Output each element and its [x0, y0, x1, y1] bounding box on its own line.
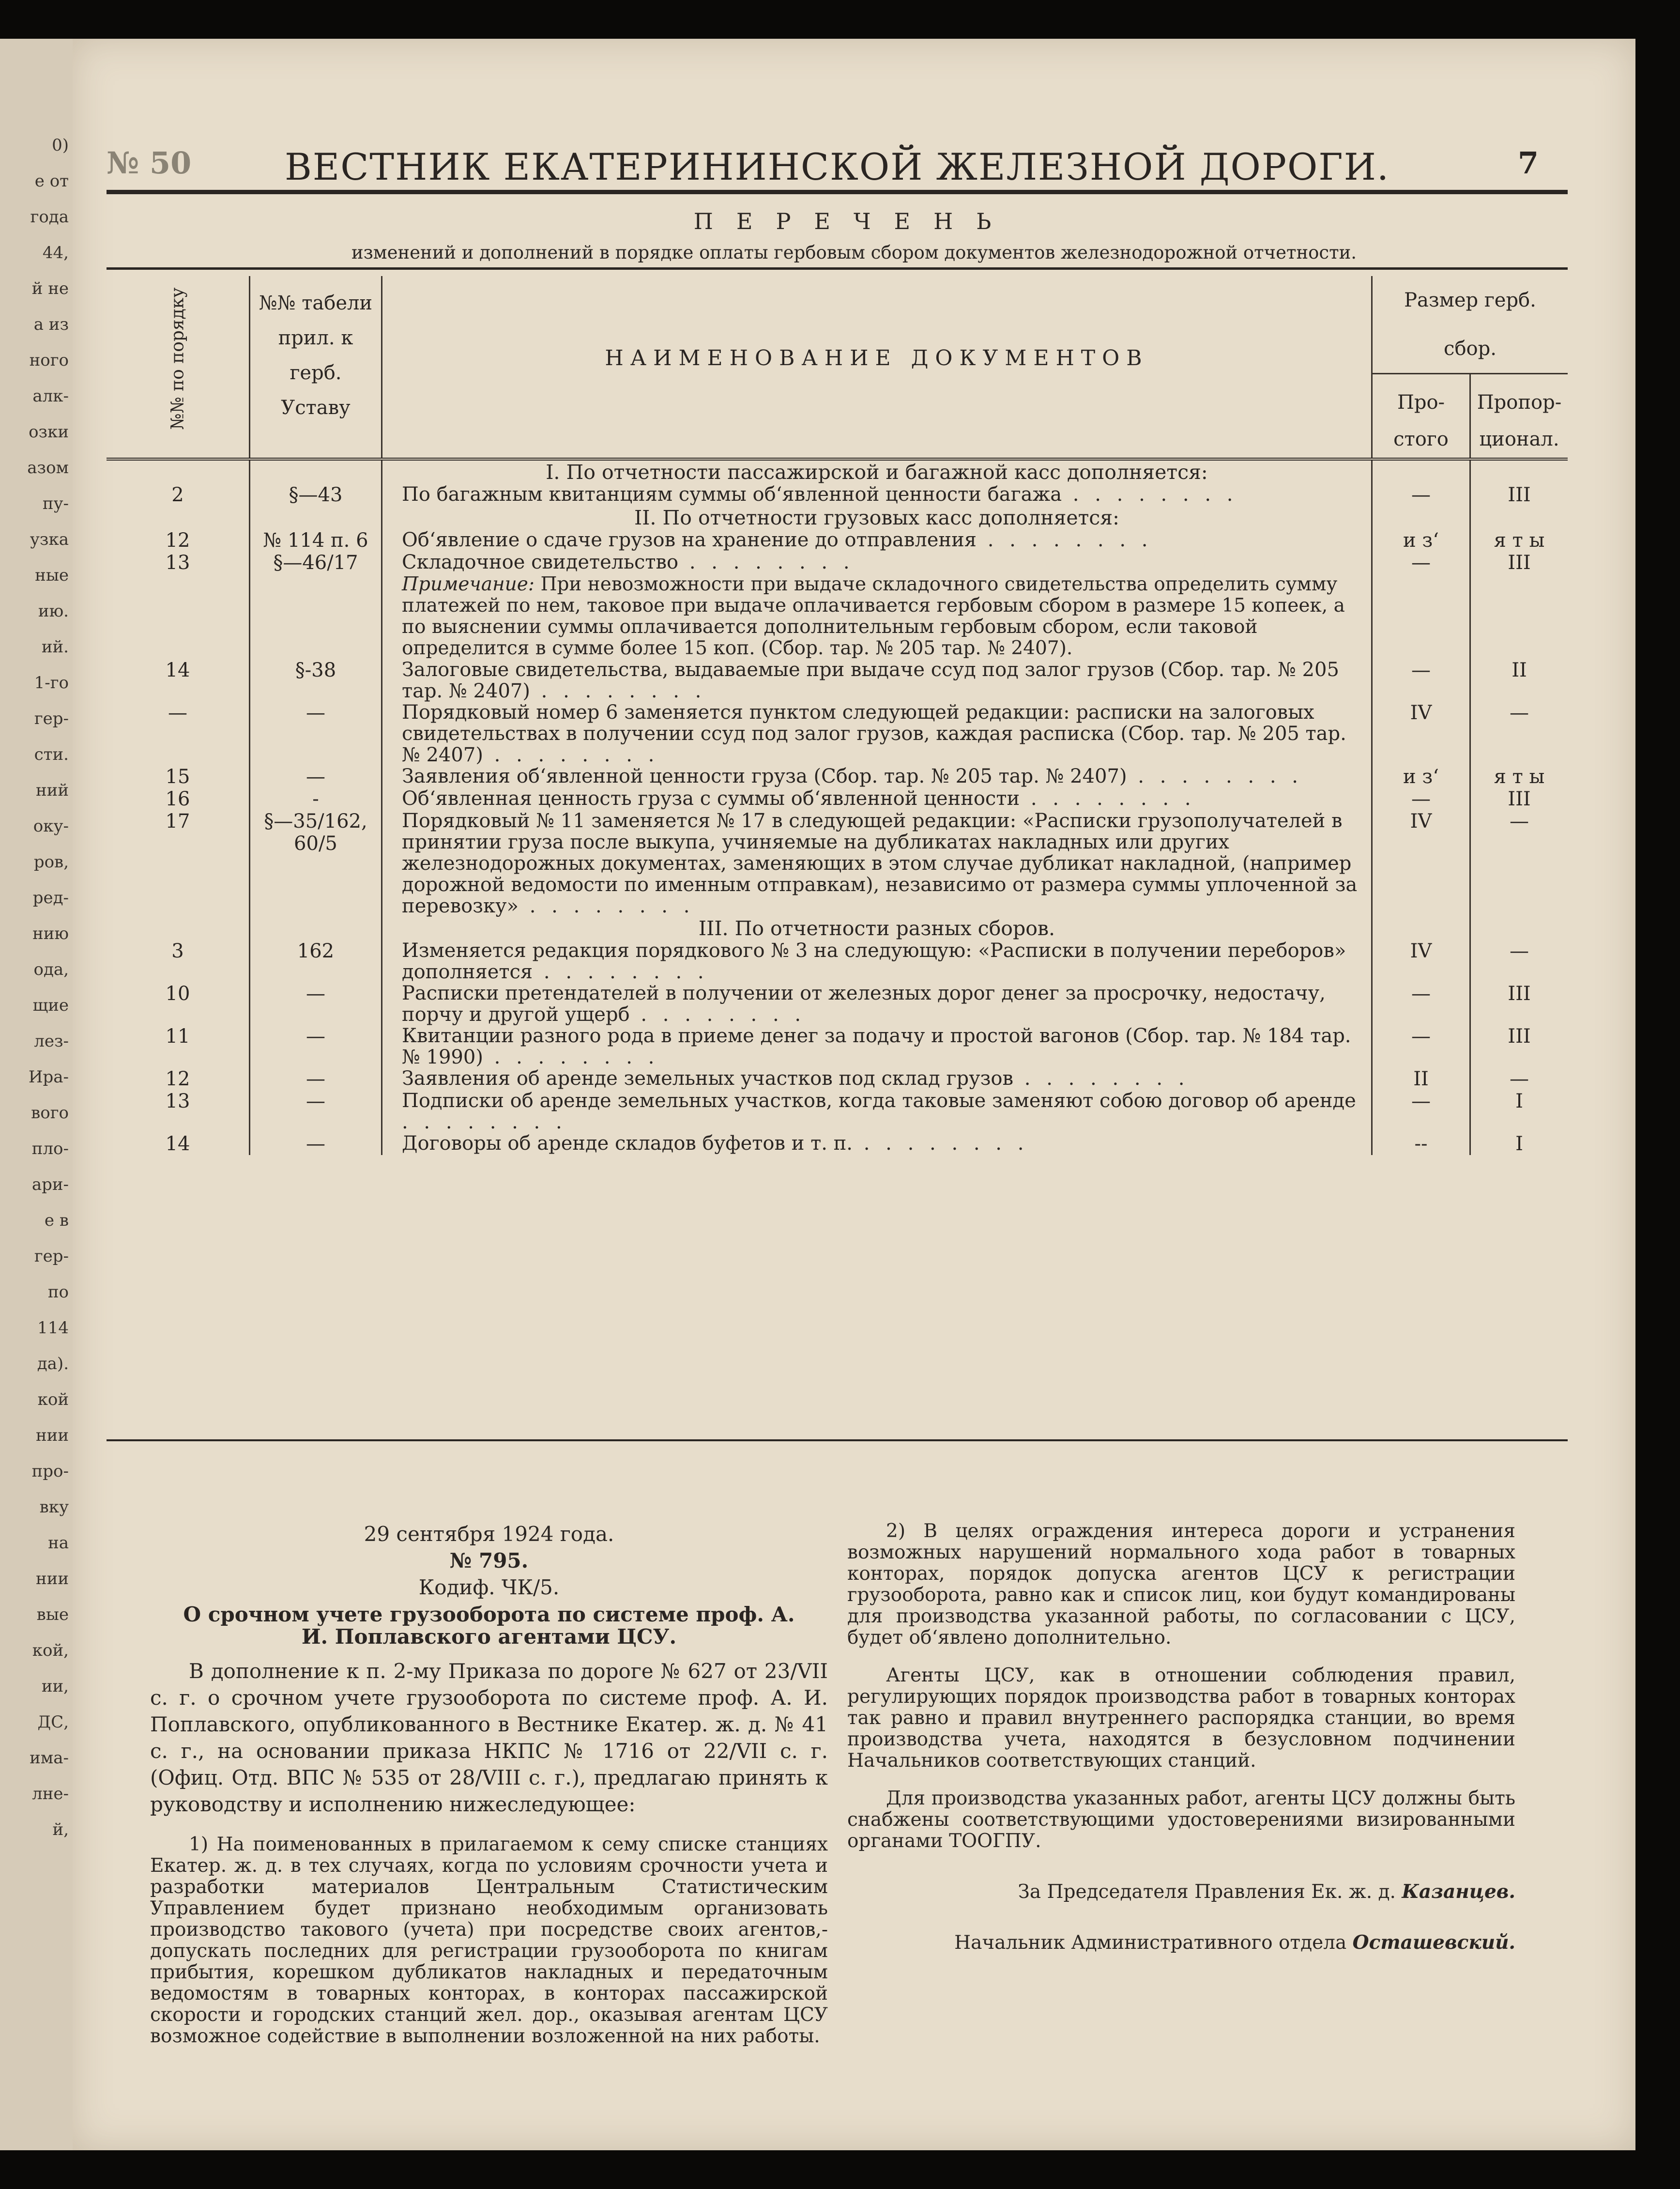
cell-simple: — — [1372, 1025, 1470, 1068]
prev-page-fragment: лне- — [32, 1784, 69, 1804]
prev-page-fragment: по — [47, 1282, 69, 1302]
prev-page-fragment: про- — [31, 1462, 69, 1481]
cell-tab: — — [249, 766, 382, 788]
prev-page-fragment: лез- — [34, 1032, 69, 1051]
cell-name — [382, 702, 1372, 766]
prev-page-fragment: да). — [37, 1354, 69, 1373]
document-name: Об‘явленная ценность груза с суммы об‘явленной ценности — [401, 787, 1020, 810]
cell-tab — [249, 459, 382, 484]
document-name: Залоговые свидетельства, выдаваемые при выдаче ссуд под залог грузов (Сбор. тар. № 205 тар. № 2407) — [401, 659, 1339, 702]
cell-num — [107, 506, 249, 529]
cell-tab: — — [249, 983, 382, 1025]
signature-admin-head: Начальник Административного отдела Осташевский. — [954, 1931, 1515, 1954]
cell-num: 13 — [107, 1090, 249, 1133]
prev-page-fragment: ров, — [33, 852, 69, 872]
cell-prop: — — [1510, 940, 1529, 962]
document-name: Порядковый номер 6 заменяется пунктом следующей редакции: расписки на залоговых свидетельствах в получении ссуд под залог грузов, каждая расписка (Сбор. тар. № 205 тар. № 2407) — [401, 701, 1346, 766]
cell-tab: §—35/162, 60/5 — [249, 810, 382, 917]
prev-page-fragment: озки — [29, 422, 69, 442]
prev-page-fragment: ари- — [31, 1175, 69, 1194]
cell-name — [382, 659, 1372, 702]
prev-page-fragment: 1-го — [34, 673, 69, 693]
leader-dots: . . . . . . . . — [483, 1046, 659, 1068]
cell-tab: §—46/17 — [249, 552, 382, 574]
header-rule — [107, 190, 1568, 194]
col-header-simple: Про- стого — [1372, 374, 1470, 460]
order-paragraph-3: 2) В целях ограждения интереса дороги и устранения возможных нарушений нормального хода работ в товарных конторах, порядок допуска агентов ЦСУ к регистрации грузооборота, равно как и список лиц, кои будут командированы для производства указанной работы, по согласовании с ЦСУ, будет об‘явлено дополнительно. — [847, 1520, 1515, 1649]
col-header-num: №№ по порядку — [107, 276, 249, 459]
table-row — [107, 702, 1568, 766]
prev-page-fragment: ДС, — [37, 1712, 69, 1732]
document-name: Договоры об аренде складов буфетов и т. п. — [401, 1132, 853, 1155]
cell-simple: — — [1372, 983, 1470, 1025]
cell-simple: — — [1372, 552, 1470, 574]
cell-prop: я т ы — [1494, 529, 1545, 552]
cell-simple: -- — [1372, 1133, 1470, 1155]
cell-name — [382, 484, 1372, 506]
section-row — [107, 459, 1568, 484]
section-title: I. По отчетности пассажирской и багажной касс дополняется: — [382, 459, 1372, 484]
order-paragraph-5: Для производства указанных работ, агенты ЦСУ должны быть снабжены соответствующими удостоверениями визированными органами ТООГПУ. — [847, 1788, 1515, 1852]
document-name: Порядковый № 11 заменяется № 17 в следующей редакции: «Расписки грузополучателей в принятии груза после выкупа, учиняемые на дубликатах накладных или других железнодорожных документах, заменяющих в этом случае дубликат накладной, (например дорожной ведомости по именным отправкам), независимо от размера суммы уплоченной за перевозку» — [401, 810, 1358, 917]
cell-prop — [1470, 917, 1568, 940]
cell-tab — [249, 574, 382, 659]
cell-simple: IV — [1372, 940, 1470, 983]
document-page — [73, 39, 1635, 2150]
table-row — [107, 983, 1568, 1025]
cell-simple: II — [1372, 1068, 1470, 1090]
documents-table — [107, 276, 1568, 1155]
note-label: Примечание: — [401, 573, 535, 595]
leader-dots: . . . . . . . . — [533, 961, 709, 983]
cell-prop: — — [1510, 1068, 1529, 1090]
document-name: Заявления об аренде земельных участков под склад грузов — [401, 1067, 1014, 1090]
cell-num: 14 — [107, 659, 249, 702]
prev-page-fragment: на — [48, 1533, 69, 1553]
table-row — [107, 940, 1568, 983]
cell-num: — — [107, 702, 249, 766]
order-title: О срочном учете грузооборота по системе проф. А. И. Поплавского агентами ЦСУ. — [183, 1603, 795, 1649]
cell-prop — [1470, 459, 1568, 484]
cell-num: 15 — [107, 766, 249, 788]
cell-tab: 162 — [249, 940, 382, 983]
cell-name — [382, 766, 1372, 788]
document-name: Заявления об‘явленной ценности груза (Сбор. тар. № 205 тар. № 2407) — [401, 765, 1127, 787]
prev-page-fragment: 0) — [52, 136, 69, 155]
prev-page-fragment: е от — [34, 171, 69, 191]
leader-dots: . . . . . . . . — [1013, 1067, 1190, 1090]
prev-page-fragment: ний — [36, 781, 69, 800]
document-name: Изменяется редакция порядкового № 3 на следующую: «Расписки в получении переборов» дополняется — [401, 940, 1346, 983]
leader-dots: . . . . . . . . — [530, 680, 706, 702]
table-row — [107, 1090, 1568, 1133]
cell-num: 10 — [107, 983, 249, 1025]
cell-prop: я т ы — [1494, 766, 1545, 788]
leader-dots: . . . . . . . . — [519, 895, 695, 917]
page-number: 7 — [1517, 145, 1539, 181]
prev-page-fragment: узка — [30, 530, 69, 549]
table-row — [107, 574, 1568, 659]
cell-tab — [249, 506, 382, 529]
table-row — [107, 788, 1568, 810]
order-code: Кодиф. ЧК/5. — [418, 1575, 560, 1599]
document-name: Подписки об аренде земельных участков, когда таковые заменяют собою договор об аренде — [401, 1090, 1356, 1112]
cell-num: 17 — [107, 810, 249, 917]
cell-name — [382, 810, 1372, 917]
cell-tab: - — [249, 788, 382, 810]
leader-dots: . . . . . . . . — [853, 1132, 1029, 1155]
journal-title: ВЕСТНИК ЕКАТЕРИНИНСКОЙ ЖЕЛЕЗНОЙ ДОРОГИ. — [284, 145, 1390, 188]
table-row — [107, 659, 1568, 702]
prev-page-fragment: има- — [30, 1748, 69, 1768]
cell-prop: III — [1508, 1025, 1531, 1048]
cell-simple: и з‘ — [1372, 766, 1470, 788]
cell-name — [382, 1090, 1372, 1133]
cell-name — [382, 983, 1372, 1025]
document-name: Складочное свидетельство — [401, 551, 679, 573]
prev-page-fragment: й не — [31, 279, 69, 298]
cell-tab: — — [249, 1025, 382, 1068]
list-subtitle: изменений и дополнений в порядке оплаты гербовым сбором документов железнодорожной отчетности. — [351, 242, 1357, 263]
prev-page-fragment: пу- — [42, 494, 69, 513]
prev-page-fragment: нию — [32, 924, 69, 943]
table-row — [107, 529, 1568, 552]
col-header-tab: №№ табели прил. к герб. Уставу — [249, 276, 382, 459]
cell-tab: §-38 — [249, 659, 382, 702]
prev-page-fragment: й, — [52, 1820, 69, 1839]
prev-page-fragment: а из — [33, 315, 69, 334]
cell-num: 12 — [107, 529, 249, 552]
document-name: Расписки претендателей в получении от железных дорог денег за просрочку, недостачу, порчу и другой ущерб — [401, 982, 1326, 1026]
cell-prop: I — [1515, 1090, 1523, 1112]
cell-prop: III — [1508, 484, 1531, 506]
cell-tab: № 114 п. 6 — [249, 529, 382, 552]
page-header — [107, 111, 1568, 188]
cell-name — [382, 1025, 1372, 1068]
cell-simple: IV — [1372, 810, 1470, 917]
cell-tab: — — [249, 1133, 382, 1155]
table-row — [107, 810, 1568, 917]
cell-tab: — — [249, 1090, 382, 1133]
prev-page-fragment: вые — [36, 1605, 69, 1624]
cell-name — [382, 1133, 1372, 1155]
cell-prop: — — [1510, 702, 1529, 724]
prev-page-fragment: вку — [39, 1497, 69, 1517]
cell-simple: — — [1372, 1090, 1470, 1133]
cell-note — [382, 574, 1372, 659]
cell-tab: — — [249, 702, 382, 766]
cell-prop: — — [1510, 810, 1529, 832]
prev-page-fragment: Ира- — [28, 1067, 69, 1087]
prev-page-fragment: гер- — [34, 709, 69, 728]
document-name: Об‘явление о сдаче грузов на хранение до отправления — [401, 529, 977, 551]
col-header-size: Размер герб. сбор. — [1372, 276, 1568, 374]
cell-simple: — — [1372, 659, 1470, 702]
section-title: III. По отчетности разных сборов. — [382, 917, 1372, 940]
order-number: № 795. — [449, 1549, 529, 1572]
prev-page-fragment: щие — [32, 996, 69, 1015]
table-row — [107, 1068, 1568, 1090]
cell-name — [382, 529, 1372, 552]
prev-page-fragment: азом — [27, 458, 69, 478]
cell-prop: III — [1508, 788, 1531, 810]
section-row — [107, 917, 1568, 940]
prev-page-fragment: алк- — [32, 386, 69, 406]
cell-prop: III — [1508, 983, 1531, 1005]
col-header-name: НАИМЕНОВАНИЕ ДОКУМЕНТОВ — [382, 276, 1372, 459]
cell-num — [107, 917, 249, 940]
leader-dots: . . . . . . . . — [977, 529, 1153, 551]
note-text: При невозможности при выдаче складочного свидетельства определить сумму платежей по нем, таковое при выдаче оплачивается гербовым сбором в размере 15 копеек, а по выяснении суммы оплачивается дополнительным гербовым сбором, если таковой определится в сумме более 15 коп. (Сбор. тар. № 205 тар. № 2407). — [401, 573, 1345, 659]
list-title: ПЕРЕЧЕНЬ — [693, 208, 1015, 234]
table-row — [107, 766, 1568, 788]
cell-prop: II — [1512, 659, 1527, 681]
cell-num: 14 — [107, 1133, 249, 1155]
cell-num: 16 — [107, 788, 249, 810]
cell-simple — [1372, 574, 1470, 659]
prev-page-fragment: кой — [37, 1390, 69, 1409]
cell-prop — [1470, 506, 1568, 529]
cell-simple — [1372, 917, 1470, 940]
cell-simple: и з‘ — [1372, 529, 1470, 552]
table-row — [107, 1025, 1568, 1068]
prev-page-fragment: 114 — [37, 1318, 69, 1338]
prev-page-fragment: нии — [36, 1569, 69, 1588]
prev-page-fragment: кой, — [32, 1641, 69, 1660]
prev-page-fragment: года — [30, 207, 69, 227]
leader-dots: . . . . . . . . — [1127, 765, 1303, 787]
prev-page-fragment: ии, — [41, 1677, 69, 1696]
leader-dots: . . . . . . . . — [483, 744, 659, 766]
prev-page-fragment: ода, — [33, 960, 69, 979]
cell-name — [382, 1068, 1372, 1090]
leader-dots: . . . . . . . . — [1062, 483, 1238, 506]
table-row — [107, 1133, 1568, 1155]
leader-dots: . . . . . . . . — [629, 1003, 806, 1026]
prev-page-fragment: ред- — [32, 888, 69, 908]
prev-page-fragment: ного — [29, 351, 69, 370]
cell-simple: IV — [1372, 702, 1470, 766]
table-bottom-rule — [107, 1439, 1568, 1441]
table-row — [107, 552, 1568, 574]
cell-simple: — — [1372, 788, 1470, 810]
cell-num: 13 — [107, 552, 249, 574]
section-title: II. По отчетности грузовых касс дополняется: — [382, 506, 1372, 529]
prev-page-fragment: гер- — [34, 1247, 69, 1266]
issue-number: № 50 — [107, 145, 192, 181]
cell-prop: III — [1508, 552, 1531, 574]
order-left-column — [150, 1521, 828, 2064]
order-paragraph-2: 1) На поименованных в прилагаемом к сему списке станциях Екатер. ж. д. в тех случаях, когда по условиям срочности учета и разработки материалов Центральным Статистическим Управлением будет признано необходимым организовать производство такового (учета) при посредстве своих агентов,-допускать последних для регистрации грузооборота по книгам прибытия, корешком дубликатов накладных и передаточным ведомостям в товарных конторах, в конторах пассажирской скорости и городских станций жел. дор., оказывая агентам ЦСУ возможное содействие в выполнении возложенной на них работы. — [150, 1834, 828, 2047]
col-header-prop: Пропор- ционал. — [1470, 374, 1568, 460]
table-row — [107, 484, 1568, 506]
cell-name — [382, 788, 1372, 810]
prev-page-fragment: е в — [44, 1211, 69, 1230]
prev-page-fragment: нии — [36, 1426, 69, 1445]
cell-name — [382, 552, 1372, 574]
cell-simple — [1372, 459, 1470, 484]
table-top-rule — [107, 267, 1568, 270]
order-date: 29 сентября 1924 года. — [364, 1522, 614, 1546]
prev-page-fragment: пло- — [31, 1139, 69, 1158]
prev-page-fragment: 44, — [42, 243, 69, 262]
cell-prop — [1470, 574, 1568, 659]
prev-page-fragment: ные — [35, 566, 69, 585]
leader-dots: . . . . . . . . — [1020, 787, 1196, 810]
cell-num — [107, 459, 249, 484]
leader-dots: . . . . . . . . — [678, 551, 855, 573]
cell-num: 3 — [107, 940, 249, 983]
cell-tab: — — [249, 1068, 382, 1090]
cell-simple: — — [1372, 484, 1470, 506]
cell-tab — [249, 917, 382, 940]
section-row — [107, 506, 1568, 529]
cell-name — [382, 940, 1372, 983]
cell-tab: §—43 — [249, 484, 382, 506]
leader-dots: . . . . . . . . — [401, 1111, 567, 1133]
previous-page-edge — [0, 39, 75, 2150]
cell-num: 12 — [107, 1068, 249, 1090]
order-paragraph-4: Агенты ЦСУ, как в отношении соблюдения правил, регулирующих порядок производства работ в товарных конторах так равно и правил внутреннего распорядка станции, во время производства учета, находятся в безусловном подчинении Начальников соответствующих станций. — [847, 1665, 1515, 1772]
cell-prop: I — [1515, 1133, 1523, 1155]
signature-chairman: За Председателя Правления Ек. ж. д. Казанцев. — [1018, 1881, 1515, 1903]
cell-num — [107, 574, 249, 659]
document-name: Квитанции разного рода в приеме денег за подачу и простой вагонов (Сбор. тар. № 184 тар. № 1990) — [401, 1025, 1351, 1068]
cell-num: 11 — [107, 1025, 249, 1068]
prev-page-fragment: оку- — [33, 817, 69, 836]
prev-page-fragment: ию. — [38, 601, 69, 621]
cell-simple — [1372, 506, 1470, 529]
document-name: По багажным квитанциям суммы об‘явленной ценности багажа — [401, 483, 1062, 506]
cell-num: 2 — [107, 484, 249, 506]
order-paragraph-1: В дополнение к п. 2-му Приказа по дороге № 627 от 23/VII с. г. о срочном учете грузооборота по системе проф. А. И. Поплавского, опубликованного в Вестнике Екатер. ж. д. № 41 с. г., на основании приказа НКПС № 1716 от 22/VII с. г. (Офиц. Отд. ВПС № 535 от 28/VIII с. г.), предлагаю принять к руководству и исполнению нижеследующее: — [150, 1659, 828, 1816]
prev-page-fragment: сти. — [34, 745, 69, 764]
order-right-column — [847, 1521, 1515, 1954]
prev-page-fragment: вого — [31, 1103, 69, 1123]
prev-page-fragment: ий. — [41, 637, 69, 657]
